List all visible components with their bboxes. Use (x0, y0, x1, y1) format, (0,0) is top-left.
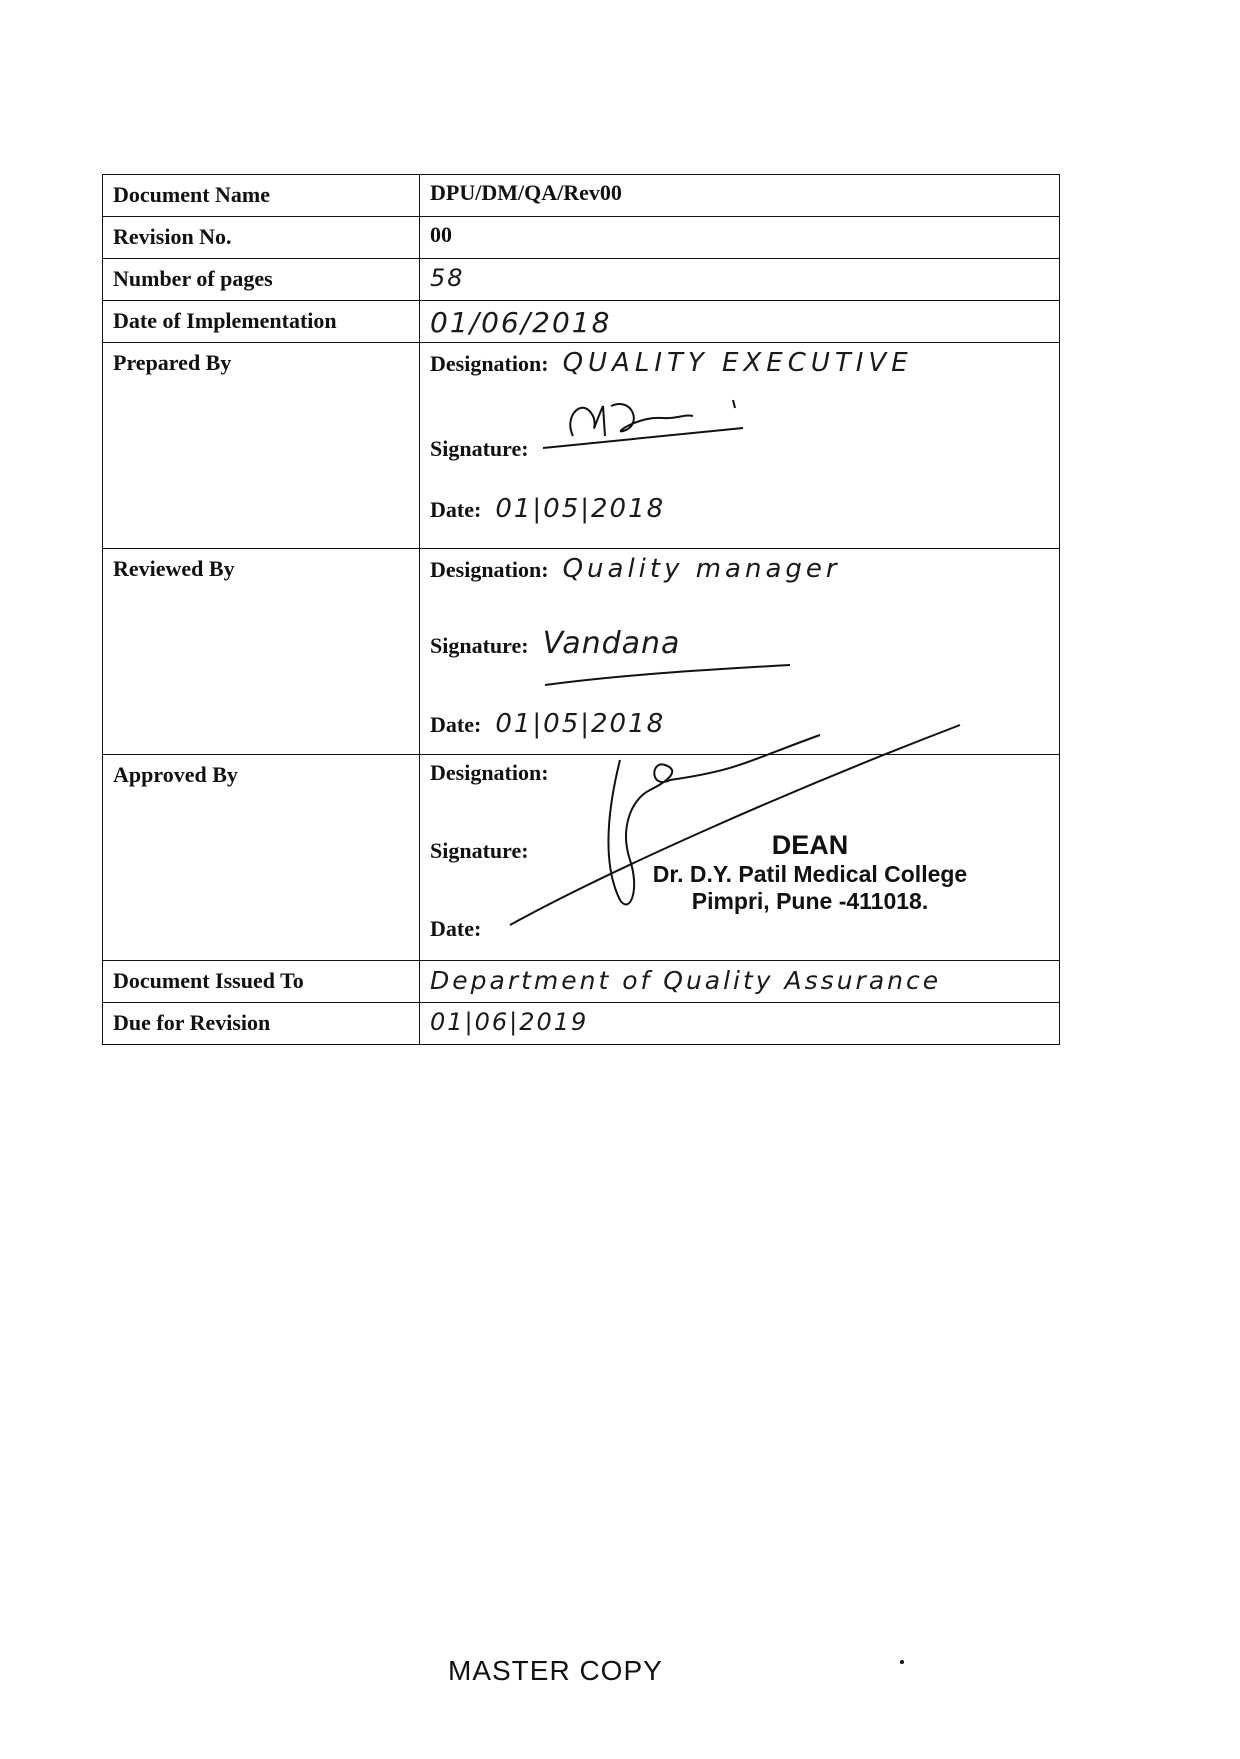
prepared-signature-label: Signature: (430, 436, 529, 461)
prepared-signature-icon (543, 386, 773, 456)
label-approved-by: Approved By (103, 755, 420, 961)
stamp-line3: Pimpri, Pune -411018. (691, 888, 929, 914)
row-document-name (103, 175, 1060, 217)
label-date-of-implementation: Date of Implementation (103, 301, 420, 343)
footer-dot (900, 1660, 904, 1664)
reviewed-signature-underline-icon (540, 660, 800, 690)
reviewed-date: 01|05|2018 (495, 709, 666, 739)
reviewed-designation-label: Designation: (430, 557, 549, 582)
row-date-of-implementation (103, 301, 1060, 343)
prepared-date: 01|05|2018 (495, 494, 666, 524)
document-control-table (102, 174, 1060, 1045)
prepared-designation-label: Designation: (430, 351, 549, 376)
row-approved-by (103, 755, 1060, 961)
reviewed-signature-label: Signature: (430, 633, 529, 658)
value-document-issued-to: Department of Quality Assurance (430, 966, 942, 995)
dean-stamp (590, 830, 1030, 915)
value-document-name: DPU/DM/QA/Rev00 (420, 175, 1060, 217)
label-document-name: Document Name (103, 175, 420, 217)
prepared-designation: QUALITY EXECUTIVE (562, 348, 913, 378)
prepared-block (430, 348, 1059, 524)
label-prepared-by: Prepared By (103, 343, 420, 549)
row-due-for-revision (103, 1003, 1060, 1045)
value-date-of-implementation: 01/06/2018 (430, 306, 612, 339)
reviewed-block (430, 554, 1059, 739)
approved-block (430, 760, 1059, 958)
master-copy-label: MASTER COPY (448, 1655, 663, 1686)
row-revision-no (103, 217, 1060, 259)
row-number-of-pages (103, 259, 1060, 301)
prepared-date-label: Date: (430, 497, 482, 522)
approved-signature-label: Signature: (430, 838, 529, 863)
value-due-for-revision: 01|06|2019 (430, 1008, 589, 1036)
label-number-of-pages: Number of pages (103, 259, 420, 301)
stamp-line1: DEAN (771, 830, 849, 860)
stamp-line2: Dr. D.Y. Patil Medical College (652, 861, 968, 887)
reviewed-date-label: Date: (430, 712, 482, 737)
label-document-issued-to: Document Issued To (103, 961, 420, 1003)
label-reviewed-by: Reviewed By (103, 549, 420, 755)
reviewed-designation: Quality manager (562, 554, 841, 584)
value-number-of-pages: 58 (430, 264, 465, 292)
row-document-issued-to (103, 961, 1060, 1003)
row-prepared-by (103, 343, 1060, 549)
approved-designation-label: Designation: (430, 760, 549, 785)
label-revision-no: Revision No. (103, 217, 420, 259)
label-due-for-revision: Due for Revision (103, 1003, 420, 1045)
value-revision-no: 00 (420, 217, 1060, 259)
reviewed-signature: Vandana (542, 626, 681, 661)
approved-date-label: Date: (430, 916, 482, 941)
